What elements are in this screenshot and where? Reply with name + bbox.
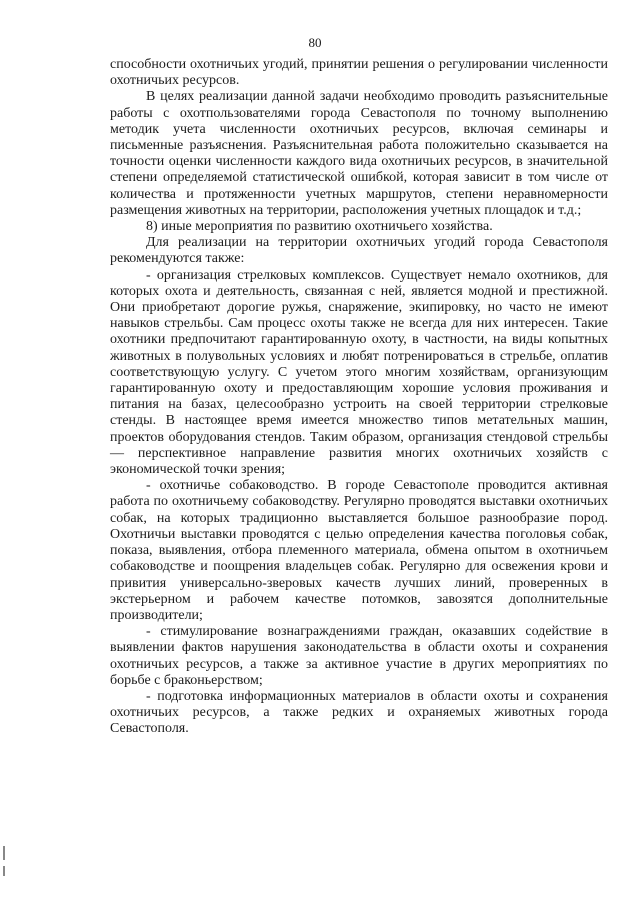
page-number: 80 [308, 35, 322, 50]
paragraph: 8) иные мероприятия по развитию охотничьего хозяйства. [146, 219, 493, 235]
scan-edge-mark [3, 846, 5, 860]
scan-edge-mark [3, 866, 5, 876]
paragraph: - организация стрелковых комплексов. Существует немало охотников, для которых охота и деятельность, связанная с ней, является модной и престижной. Они приобретают дорогие ружья, снаряжение, экипировку, но часто не имеют навыков стрельбы. Сам процесс охоты также не всегда для них интересен. Такие охотники предпочитают гарантированную охоту, в частности, на виды копытных животных в полувольных условиях и любят потренироваться в стрельбе, оплатив соответствующую услугу. С учетом этого многим хозяйствам, организующим гарантированную охоту и предоставляющим хорошие условия проживания и питания на базах, целесообразно устроить на своей территории стрелковые стенды. В настоящее время имеется множество типов метательных машин, проектов оборудования стендов. Таким образом, организация стендовой стрельбы — перспективное направление развития многих охотничьих хозяйств с экономической точки зрения; [110, 267, 608, 478]
paragraph: - охотничье собаководство. В городе Севастополе проводится активная работа по охотничьему собаководству. Регулярно проводятся выставки охотничьих собак, на которых традиционно выставляется большое разнообразие пород. Охотничьи выставки проводятся с целью определения качества поголовья собак, показа, выявления, отбора племенного материала, обмена опытом в охотничьем собаководстве и поощрения владельцев собак. Регулярно для освежения крови и привития универсально-зверовых качеств лучших линий, проверенных в экстерьерном и рабочем качестве потомков, завозятся дополнительные производители; [110, 478, 608, 623]
paragraph: способности охотничьих угодий, принятии решения о регулировании численности охотничьих ресурсов. [110, 57, 608, 89]
paragraph: В целях реализации данной задачи необходимо проводить разъяснительные работы с охотпользователями города Севастополя по точному выполнению методик учета численности охотничьих ресурсов, включая семинары и письменные разъяснения. Разъяснительная работа положительно сказывается на точности оценки численности каждого вида охотничьих ресурсов, в значительной степени определяемой статистической ошибкой, которая зависит в том числе от количества и протяженности учетных маршрутов, степени неравномерности размещения животных на территории, расположения учетных площадок и т.д.; [110, 89, 608, 218]
paragraph: - подготовка информационных материалов в области охоты и сохранения охотничьих ресурсов, а также редких и охраняемых животных города Севастополя. [110, 688, 608, 737]
paragraph: Для реализации на территории охотничьих угодий города Севастополя рекомендуются также: [110, 235, 608, 267]
document-body [110, 57, 608, 738]
paragraph: - стимулирование вознаграждениями граждан, оказавших содействие в выявлении фактов нарушения законодательства в области охоты и сохранения охотничьих ресурсов, а также за активное участие в других мероприятиях по борьбе с браконьерством; [110, 624, 608, 688]
